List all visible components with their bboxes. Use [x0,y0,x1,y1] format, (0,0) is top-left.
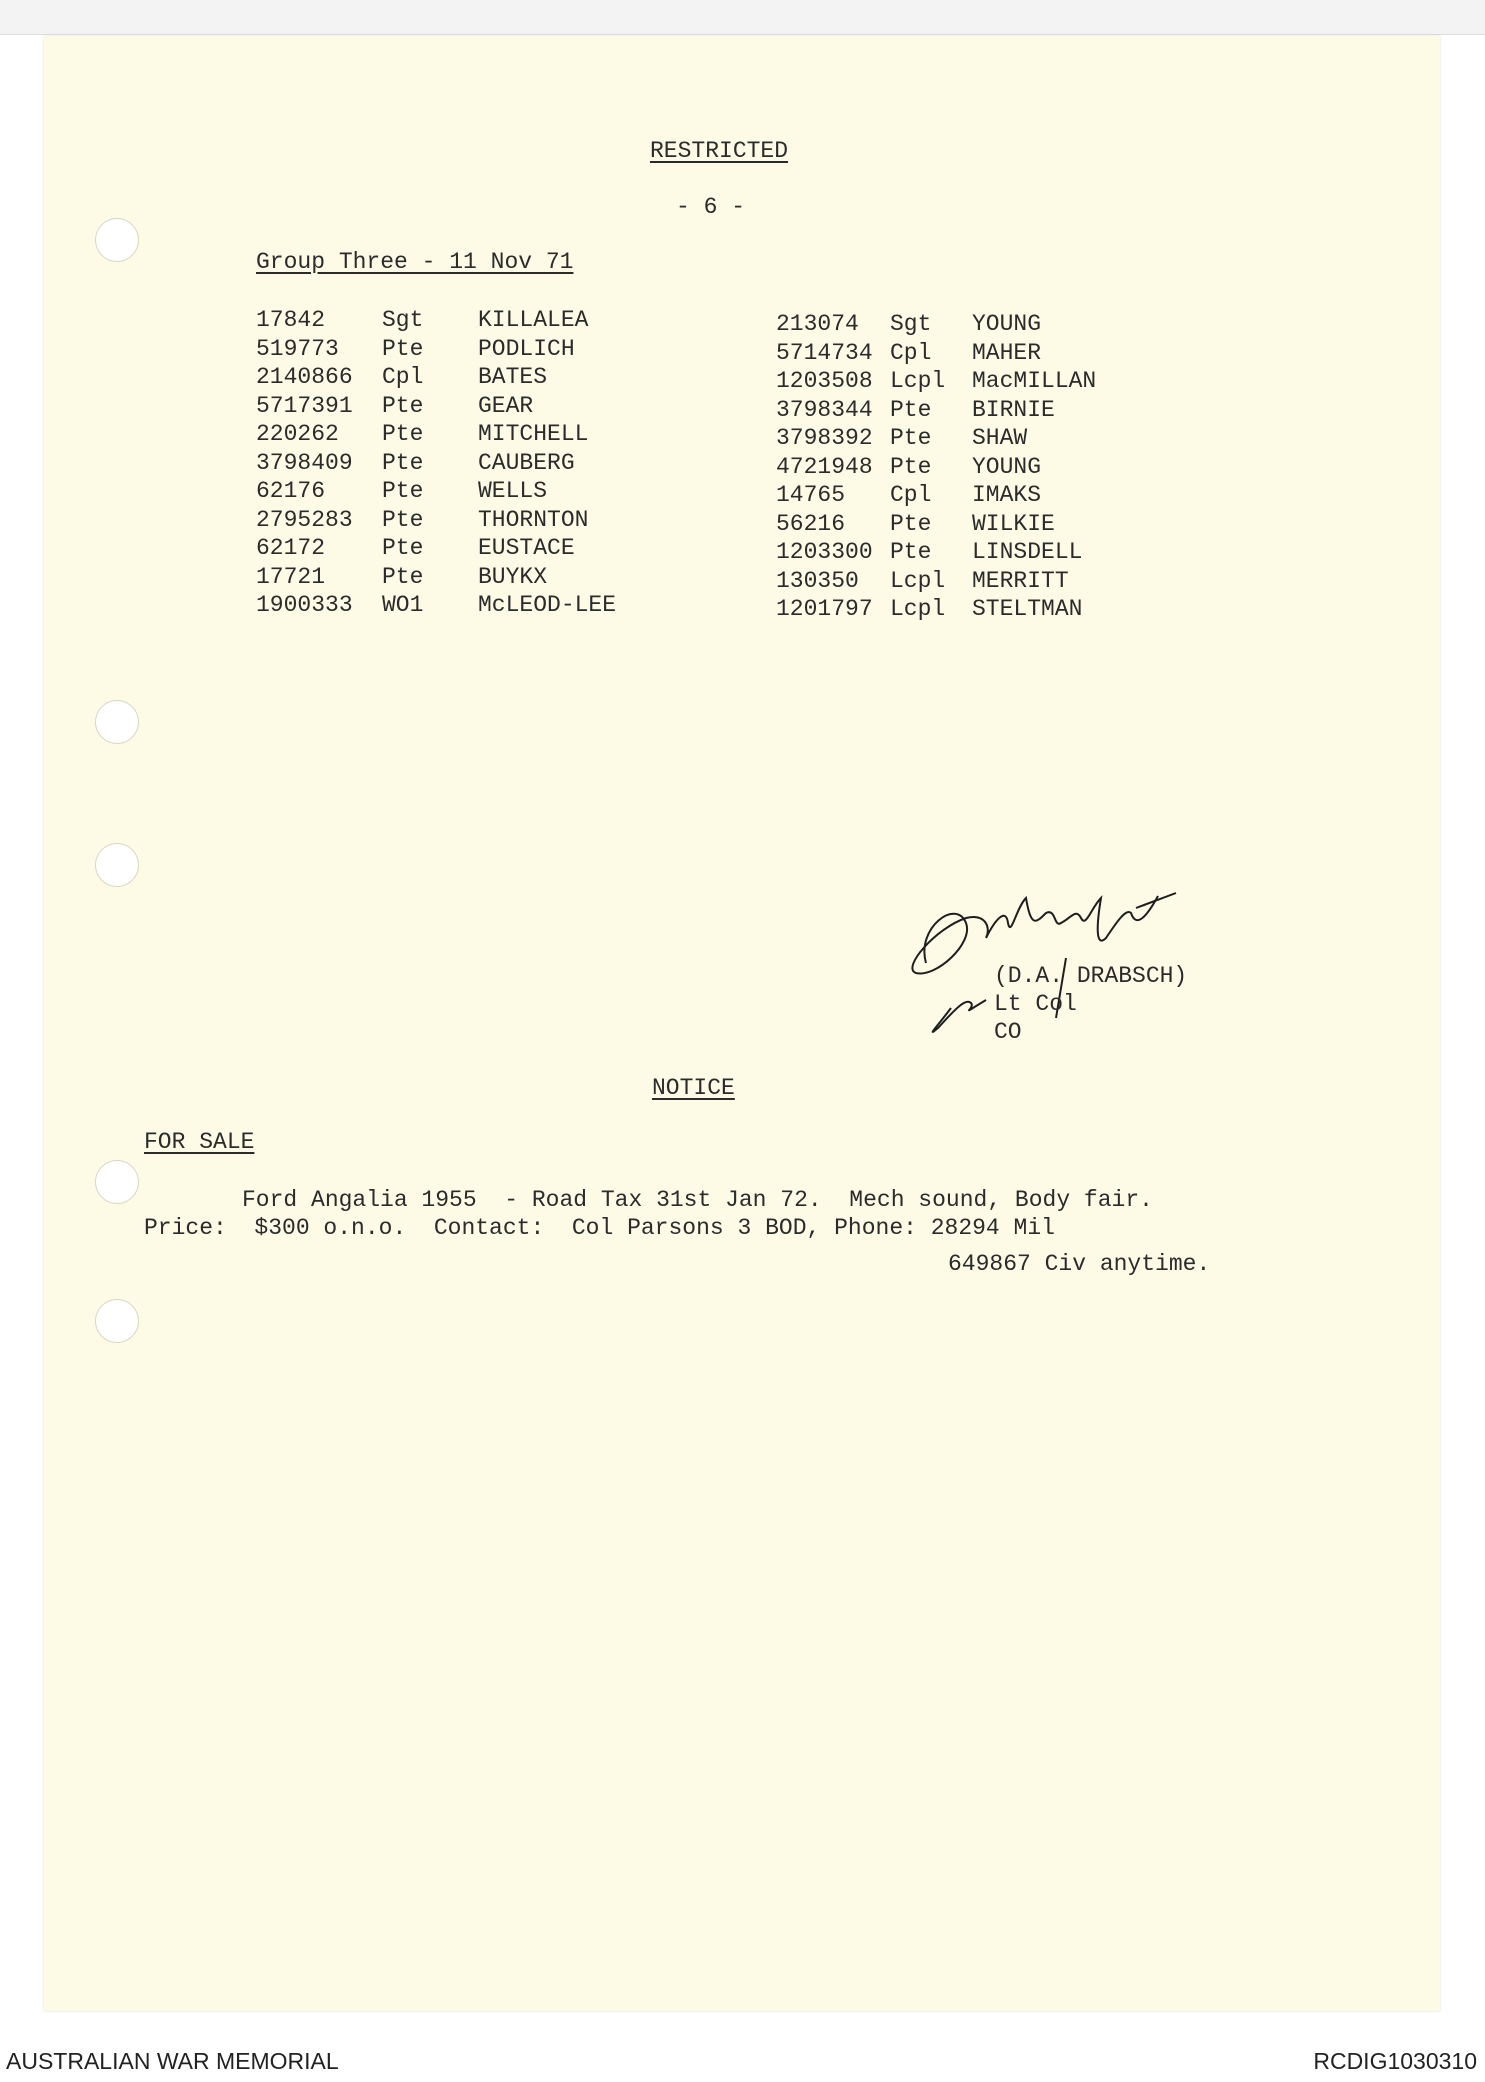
rank: Lcpl [890,368,946,394]
roster-row [776,310,1276,338]
surname: EUSTACE [478,535,575,561]
viewer-top-bar [0,0,1485,35]
surname: SHAW [972,425,1028,451]
rank: Pte [382,449,424,476]
service-number: 220262 [256,421,339,447]
roster-row [256,420,756,448]
service-number: 17842 [256,307,326,333]
advert-line: Price: $300 o.n.o. Contact: Col Parsons 3 BOD, Phone: 28294 Mil [144,1215,1055,1241]
roster-row [776,595,1276,623]
roster-row [256,591,756,619]
roster-row [256,363,756,391]
service-number: 2795283 [256,506,353,533]
surname: BUYKX [478,563,548,590]
rank: Pte [890,396,932,423]
rank: Pte [890,539,932,565]
surname: McLEOD-LEE [478,592,617,618]
archive-reference: RCDIG1030310 [1313,2048,1477,2074]
surname: WILKIE [972,510,1055,537]
service-number: 56216 [776,510,846,537]
roster-row [776,510,1276,538]
roster-row [256,563,756,591]
roster-row [256,335,756,363]
roster-row [256,306,756,334]
surname: MAHER [972,339,1042,366]
surname: GEAR [478,392,534,419]
surname: KILLALEA [478,307,589,333]
surname: BIRNIE [972,396,1055,423]
service-number: 62176 [256,478,326,504]
roster-row [776,453,1276,481]
advert-line: Ford Angalia 1955 - Road Tax 31st Jan 72. Mech sound, Body fair. [242,1187,1153,1213]
service-number: 3798409 [256,449,353,476]
rank: Lcpl [890,596,946,622]
rank: Cpl [890,482,932,508]
rank: Pte [890,425,932,451]
rank: Lcpl [890,567,946,594]
roster-row [256,477,756,505]
rank: Pte [382,421,424,447]
roster-row [776,567,1276,595]
service-number: 5717391 [256,392,353,419]
roster-row [256,392,756,420]
roster-row [256,506,756,534]
rank: WO1 [382,592,424,618]
roster-row [776,396,1276,424]
rank: Pte [382,506,424,533]
rank: Pte [382,563,424,590]
surname: STELTMAN [972,596,1083,622]
service-number: 5714734 [776,339,873,366]
service-number: 14765 [776,482,846,508]
signatory-block [994,962,1187,1046]
group-title: Group Three - 11 Nov 71 [256,249,574,275]
archive-credit: AUSTRALIAN WAR MEMORIAL [6,2048,339,2074]
punch-hole [95,843,139,887]
roster-row [776,538,1276,566]
surname: LINSDELL [972,539,1083,565]
service-number: 1203508 [776,368,873,394]
service-number: 519773 [256,335,339,362]
rank: Pte [890,510,932,537]
surname: CAUBERG [478,449,575,476]
service-number: 3798392 [776,425,873,451]
service-number: 62172 [256,535,326,561]
service-number: 1201797 [776,596,873,622]
roster-row [256,534,756,562]
surname: YOUNG [972,453,1042,480]
page-number: - 6 - [676,194,746,220]
service-number: 17721 [256,563,326,590]
signatory-appointment: CO [994,1019,1022,1045]
roster-row [776,481,1276,509]
rank: Sgt [382,307,424,333]
surname: IMAKS [972,482,1042,508]
surname: WELLS [478,478,548,504]
surname: THORNTON [478,506,589,533]
punch-hole [95,218,139,262]
service-number: 4721948 [776,453,873,480]
service-number: 213074 [776,311,859,337]
service-number: 2140866 [256,364,353,390]
surname: MERRITT [972,567,1069,594]
for-sale-heading: FOR SALE [144,1129,255,1155]
rank: Pte [382,335,424,362]
surname: PODLICH [478,335,575,362]
roster-row [256,449,756,477]
rank: Cpl [382,364,424,390]
surname: BATES [478,364,548,390]
signatory-name: (D.A. DRABSCH) [994,963,1188,989]
rank: Pte [382,478,424,504]
roster-row [776,367,1276,395]
signatory-rank: Lt Col [994,991,1077,1017]
roster-row [776,424,1276,452]
classification-heading: RESTRICTED [650,138,789,164]
service-number: 1900333 [256,592,353,618]
punch-hole [95,1299,139,1343]
punch-hole [95,1160,139,1204]
rank: Cpl [890,339,932,366]
rank: Pte [382,392,424,419]
rank: Pte [890,453,932,480]
surname: MacMILLAN [972,368,1097,394]
service-number: 3798344 [776,396,873,423]
advert-line: 649867 Civ anytime. [948,1251,1211,1277]
surname: MITCHELL [478,421,589,447]
punch-hole [95,700,139,744]
service-number: 1203300 [776,539,873,565]
rank: Sgt [890,311,932,337]
surname: YOUNG [972,311,1042,337]
service-number: 130350 [776,567,859,594]
roster-row [776,339,1276,367]
notice-heading: NOTICE [652,1075,735,1101]
rank: Pte [382,535,424,561]
